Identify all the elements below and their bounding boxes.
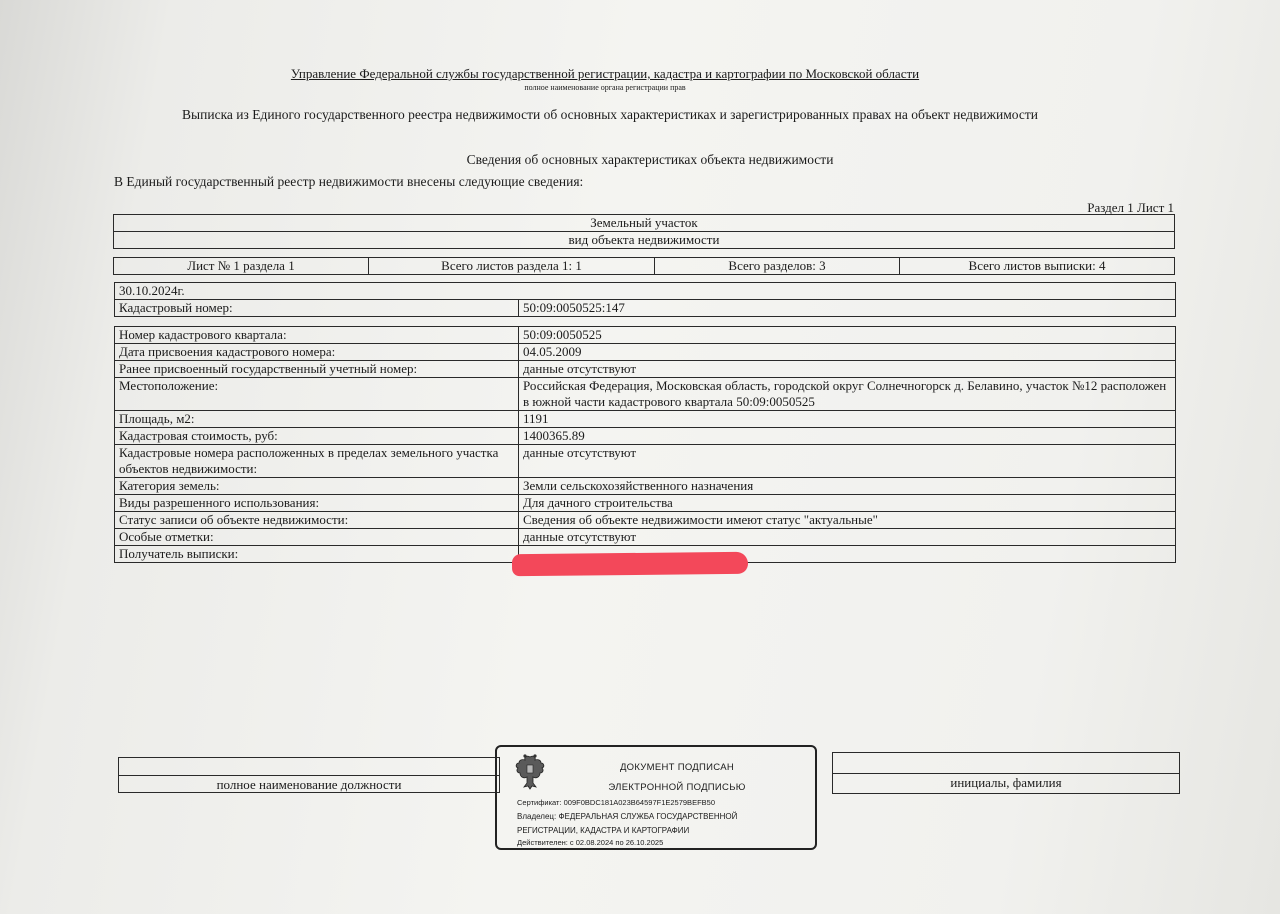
property-row (115, 378, 1176, 411)
property-value: 04.05.2009 (519, 344, 1176, 361)
stamp-owner-line2: РЕГИСТРАЦИИ, КАДАСТРА И КАРТОГРАФИИ (517, 826, 690, 835)
property-row (115, 495, 1176, 512)
property-value: Для дачного строительства (519, 495, 1176, 512)
position-caption: полное наименование должности (216, 777, 402, 792)
registration-authority-caption: полное наименование органа регистрации прав (524, 83, 686, 92)
section-title: Сведения об основных характеристиках объекта недвижимости (466, 152, 834, 167)
property-value: Сведения об объекте недвижимости имеют статус "актуальные" (519, 512, 1176, 529)
property-label: Площадь, м2: (115, 411, 519, 428)
extract-title: Выписка из Единого государственного реестра недвижимости об основных характеристиках и зарегистрированных правах на объект недвижимости (182, 107, 1038, 122)
registration-authority-name: Управление Федеральной службы государственной регистрации, кадастра и картографии по Московской области (290, 66, 920, 81)
property-label: Номер кадастрового квартала: (115, 327, 519, 344)
property-label: Кадастровая стоимость, руб: (115, 428, 519, 445)
electronic-signature-stamp (495, 745, 817, 850)
stamp-certificate: Сертификат: 009F0BDC181A023B64597F1E2579BEFB50 (517, 798, 715, 807)
sheet-number: Лист № 1 раздела 1 (114, 258, 369, 275)
name-caption: инициалы, фамилия (950, 775, 1062, 790)
name-line (833, 773, 1179, 774)
property-row (115, 327, 1176, 344)
property-row (115, 361, 1176, 378)
property-value: данные отсутствуют (519, 445, 1176, 478)
sections-total: Всего разделов: 3 (655, 258, 900, 275)
property-row (115, 512, 1176, 529)
extract-date: 30.10.2024г. (115, 283, 1176, 300)
property-row (115, 529, 1176, 546)
stamp-signed-line: ДОКУМЕНТ ПОДПИСАН (619, 762, 735, 773)
property-value: Земли сельскохозяйственного назначения (519, 478, 1176, 495)
property-value: данные отсутствуют (519, 361, 1176, 378)
sheet-info-table (113, 257, 1175, 275)
property-value: данные отсутствуют (519, 529, 1176, 546)
property-row (115, 478, 1176, 495)
cadastral-number-label: Кадастровый номер: (115, 300, 519, 317)
property-label: Получатель выписки: (115, 546, 519, 563)
stamp-validity: Действителен: с 02.08.2024 по 26.10.2025 (517, 838, 664, 847)
name-field (832, 752, 1180, 794)
intro-text: В Единый государственный реестр недвижимости внесены следующие сведения: (114, 174, 584, 189)
property-row (115, 344, 1176, 361)
property-label: Ранее присвоенный государственный учетный номер: (115, 361, 519, 378)
property-row (115, 445, 1176, 478)
object-type-table (113, 214, 1175, 249)
double-headed-eagle-icon (513, 753, 547, 791)
property-row (115, 428, 1176, 445)
properties-table (114, 326, 1176, 563)
position-line (119, 775, 499, 776)
property-label: Дата присвоения кадастрового номера: (115, 344, 519, 361)
redaction-mark (512, 552, 748, 576)
object-type: Земельный участок (114, 215, 1175, 232)
date-cadastral-table (114, 282, 1176, 317)
section-reference: Раздел 1 Лист 1 (1087, 200, 1174, 215)
property-label: Виды разрешенного использования: (115, 495, 519, 512)
property-value: Российская Федерация, Московская область, городской округ Солнечногорск д. Белавино, участок №12 расположен в южной части кадастрового квартала 50:09:0050525 (519, 378, 1176, 411)
property-row (115, 411, 1176, 428)
property-label: Особые отметки: (115, 529, 519, 546)
property-label: Кадастровые номера расположенных в пределах земельного участка объектов недвижимости: (115, 445, 519, 478)
property-label: Категория земель: (115, 478, 519, 495)
property-label: Местоположение: (115, 378, 519, 411)
property-label: Статус записи об объекте недвижимости: (115, 512, 519, 529)
sheets-in-section: Всего листов раздела 1: 1 (369, 258, 655, 275)
cadastral-number-value: 50:09:0050525:147 (519, 300, 1176, 317)
stamp-owner-line1: Владелец: ФЕДЕРАЛЬНАЯ СЛУЖБА ГОСУДАРСТВЕННОЙ (517, 812, 738, 821)
property-value: 50:09:0050525 (519, 327, 1176, 344)
sheets-total: Всего листов выписки: 4 (900, 258, 1175, 275)
stamp-e-signature-line: ЭЛЕКТРОННОЙ ПОДПИСЬЮ (608, 782, 746, 793)
object-type-caption: вид объекта недвижимости (114, 232, 1175, 249)
property-value: 1191 (519, 411, 1176, 428)
property-value: 1400365.89 (519, 428, 1176, 445)
position-field (118, 757, 500, 793)
